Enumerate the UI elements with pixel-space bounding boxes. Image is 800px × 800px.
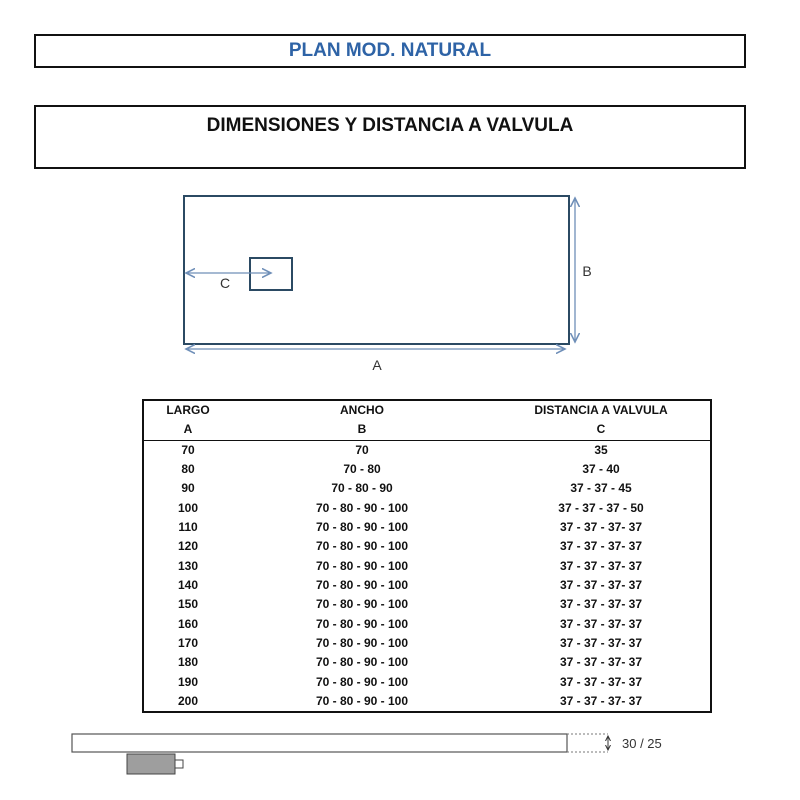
table-row <box>143 537 711 556</box>
cell-largo: 100 <box>177 500 199 515</box>
thickness-label: 30 / 25 <box>622 736 662 751</box>
cell-largo: 140 <box>177 577 199 592</box>
cell-ancho: 70 - 80 <box>343 462 381 477</box>
cell-ancho: 70 - 80 - 90 - 100 <box>315 558 409 573</box>
tray-profile-bar <box>72 734 567 752</box>
cell-ancho: 70 - 80 - 90 - 100 <box>315 500 409 515</box>
cell-ancho: 70 - 80 - 90 - 100 <box>315 577 409 592</box>
header-code-a: A <box>143 420 232 440</box>
table-row <box>143 479 711 498</box>
section-title-box <box>34 105 746 169</box>
table-row <box>143 518 711 537</box>
table-row <box>143 499 711 518</box>
cell-distancia: 37 - 40 <box>582 462 620 477</box>
table-row <box>143 634 711 653</box>
section-title: DIMENSIONES Y DISTANCIA A VALVULA <box>206 115 574 136</box>
cell-distancia: 37 - 37 - 37- 37 <box>559 693 643 708</box>
table-row <box>143 576 711 595</box>
cell-distancia: 37 - 37 - 37- 37 <box>559 597 643 612</box>
label-c: C <box>219 275 231 291</box>
table-row <box>143 653 711 672</box>
header-largo: LARGO <box>166 403 210 418</box>
cell-largo: 180 <box>177 655 199 670</box>
table-row <box>143 440 711 460</box>
label-b: B <box>582 263 592 279</box>
cell-largo: 110 <box>178 520 198 534</box>
header-ancho: ANCHO <box>340 403 384 418</box>
cell-largo: 90 <box>181 481 195 496</box>
shower-tray-diagram <box>165 188 605 378</box>
cell-ancho: 70 - 80 - 90 - 100 <box>315 520 409 534</box>
cell-ancho: 70 - 80 - 90 - 100 <box>315 539 409 554</box>
cell-ancho: 70 - 80 - 90 - 100 <box>315 655 409 670</box>
cell-largo: 80 <box>181 462 195 477</box>
cell-ancho: 70 - 80 - 90 - 100 <box>315 597 409 612</box>
table-row <box>143 556 711 575</box>
label-a: A <box>372 357 382 373</box>
tray-profile-diagram <box>60 726 700 786</box>
table-row <box>143 692 711 712</box>
cell-largo: 130 <box>177 558 199 573</box>
cell-ancho: 70 - 80 - 90 - 100 <box>315 674 409 689</box>
table-row <box>143 672 711 691</box>
plan-title: PLAN MOD. NATURAL <box>288 40 492 61</box>
cell-ancho: 70 - 80 - 90 <box>331 481 393 496</box>
table-header-row <box>143 400 711 420</box>
cell-largo: 170 <box>177 635 199 650</box>
plan-title-box <box>34 34 746 68</box>
cell-distancia: 35 <box>594 442 608 457</box>
table-row <box>143 595 711 614</box>
cell-distancia: 37 - 37 - 37- 37 <box>559 539 643 554</box>
header-code-c: C <box>492 420 711 440</box>
header-distancia: DISTANCIA A VALVULA <box>534 403 668 418</box>
cell-ancho: 70 <box>355 442 369 457</box>
cell-distancia: 37 - 37 - 37- 37 <box>559 655 643 670</box>
header-code-b: B <box>232 420 492 440</box>
cell-distancia: 37 - 37 - 37- 37 <box>559 674 643 689</box>
cell-distancia: 37 - 37 - 37- 37 <box>559 558 643 573</box>
dimensions-table <box>142 399 712 713</box>
table-header-code-row <box>143 420 711 440</box>
valve-box <box>250 258 292 290</box>
cell-distancia: 37 - 37 - 37- 37 <box>559 520 643 534</box>
cell-largo: 190 <box>177 674 199 689</box>
cell-distancia: 37 - 37 - 37 - 50 <box>558 500 644 515</box>
cell-ancho: 70 - 80 - 90 - 100 <box>315 616 409 631</box>
cell-largo: 150 <box>177 597 199 612</box>
cell-ancho: 70 - 80 - 90 - 100 <box>315 693 409 708</box>
cell-largo: 200 <box>177 693 199 708</box>
cell-distancia: 37 - 37 - 37- 37 <box>559 577 643 592</box>
cell-distancia: 37 - 37 - 37- 37 <box>559 635 643 650</box>
tray-outline <box>184 196 569 344</box>
drain-valve-body <box>127 754 175 774</box>
cell-distancia: 37 - 37 - 37- 37 <box>559 616 643 631</box>
table-row <box>143 614 711 633</box>
drain-valve-outlet <box>175 760 183 768</box>
table-row <box>143 460 711 479</box>
cell-ancho: 70 - 80 - 90 - 100 <box>315 635 409 650</box>
cell-largo: 70 <box>181 442 195 457</box>
cell-largo: 160 <box>177 616 199 631</box>
cell-largo: 120 <box>177 539 199 554</box>
cell-distancia: 37 - 37 - 45 <box>570 481 632 496</box>
